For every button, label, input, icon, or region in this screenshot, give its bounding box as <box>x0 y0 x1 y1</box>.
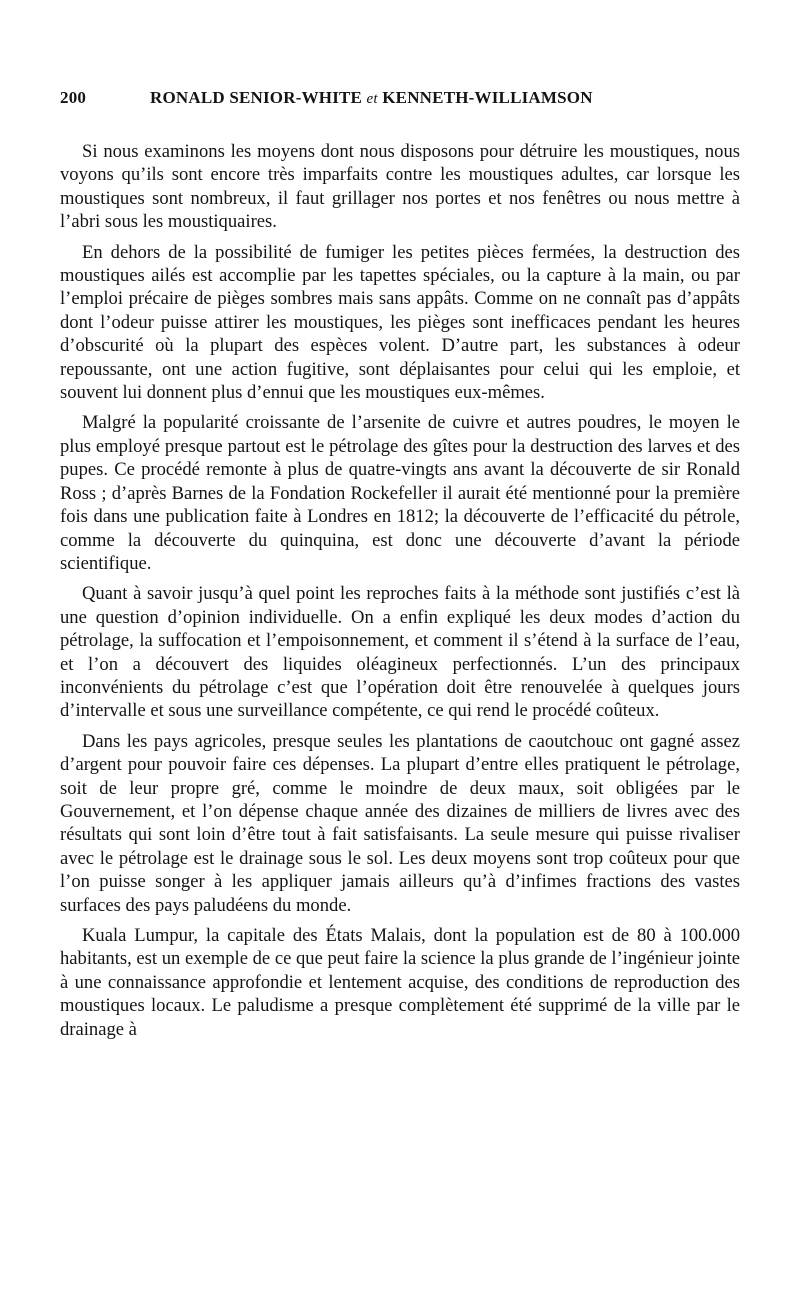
paragraph-6: Kuala Lumpur, la capitale des États Malais, dont la population est de 80 à 100.000 habitants, est un exemple de ce que peut faire la science la plus grande de l’ingénieur jointe à une connaissance approfondie et lentement acquise, des conditions de reproduction des moustiques locaux. Le paludisme a presque complètement été supprimé de la ville par le drainage à <box>60 925 740 1040</box>
page-number: 200 <box>60 88 87 107</box>
header-conjunction: et <box>366 91 378 107</box>
paragraph-2: En dehors de la possibilité de fumiger les petites pièces fermées, la destruction des moustiques ailés est accomplie par les tapettes spéciales, ou la capture à la main, ou par l’emploi précaire de pièges sombres mais sans appâts. Comme on ne connaît pas d’appâts dont l’odeur puisse attirer les moustiques, les pièges sont inefficaces pendant les heures d’obscurité où la plupart des espèces volent. D’autre part, les substances à odeur repoussante, ont une action fugitive, sont déplaisantes pour celui qui les emploie, et souvent lui donnent plus d’ennui que les moustiques eux-mêmes. <box>60 241 740 404</box>
paragraph-3: Malgré la popularité croissante de l’arsenite de cuivre et autres poudres, le moyen le plus employé presque partout est le pétrolage des gîtes pour la destruction des larves et des pupes. Ce procédé remonte à plus de quatre-vingts ans avant la découverte de sir Ronald Ross ; d’après Barnes de la Fondation Rockefeller il aurait été mentionné pour la première fois dans une publication faite à Londres en 1812; la découverte de l’efficacité du pétrole, comme la découverte du quinquina, est donc une découverte d’avant la période scientifique. <box>60 412 740 574</box>
book-page <box>60 88 740 1048</box>
author-kenneth-williamson: KENNETH-WILLIAMSON <box>382 88 593 107</box>
header-authors <box>150 88 740 108</box>
paragraph-4: Quant à savoir jusqu’à quel point les reproches faits à la méthode sont justifiés c’est là une question d’opinion individuelle. On a enfin expliqué les deux modes d’action du pétrolage, la suffocation et l’empoisonnement, et comment il s’étend à la surface de l’eau, et l’on a découvert des liquides oléagineux perfectionnés. L’un des principaux inconvénients du pétrolage c’est que l’opération doit être renouvelée à quelques jours d’intervalle et sous une surveillance compétente, ce qui rend le procédé coûteux. <box>60 583 740 722</box>
paragraph-1: Si nous examinons les moyens dont nous disposons pour détruire les moustiques, nous voyons qu’ils sont encore très imparfaits contre les moustiques adultes, car lorsque les moustiques sont nombreux, il faut grillager nos portes et nos fenêtres ou nous mettre à l’abri sous les moustiquaires. <box>60 141 740 233</box>
running-head <box>60 88 740 110</box>
paragraph-5: Dans les pays agricoles, presque seules les plantations de caoutchouc ont gagné assez d’argent pour pouvoir faire ces dépenses. La plupart d’entre elles pratiquent le pétrolage, soit de leur propre gré, comme le moindre de deux maux, soit obligées par le Gouvernement, et l’on dépense chaque année des dizaines de milliers de livres avec des résultats qui sont loin d’être tout à fait satisfaisants. La seule mesure qui puisse rivaliser avec le pétrolage est le drainage sous le sol. Les deux moyens sont trop coûteux pour que l’on puisse songer à les appliquer jamais ailleurs qu’à d’infimes fractions des vastes surfaces des pays paludéens du monde. <box>60 730 740 916</box>
author-senior-white: RONALD SENIOR-WHITE <box>150 88 363 107</box>
